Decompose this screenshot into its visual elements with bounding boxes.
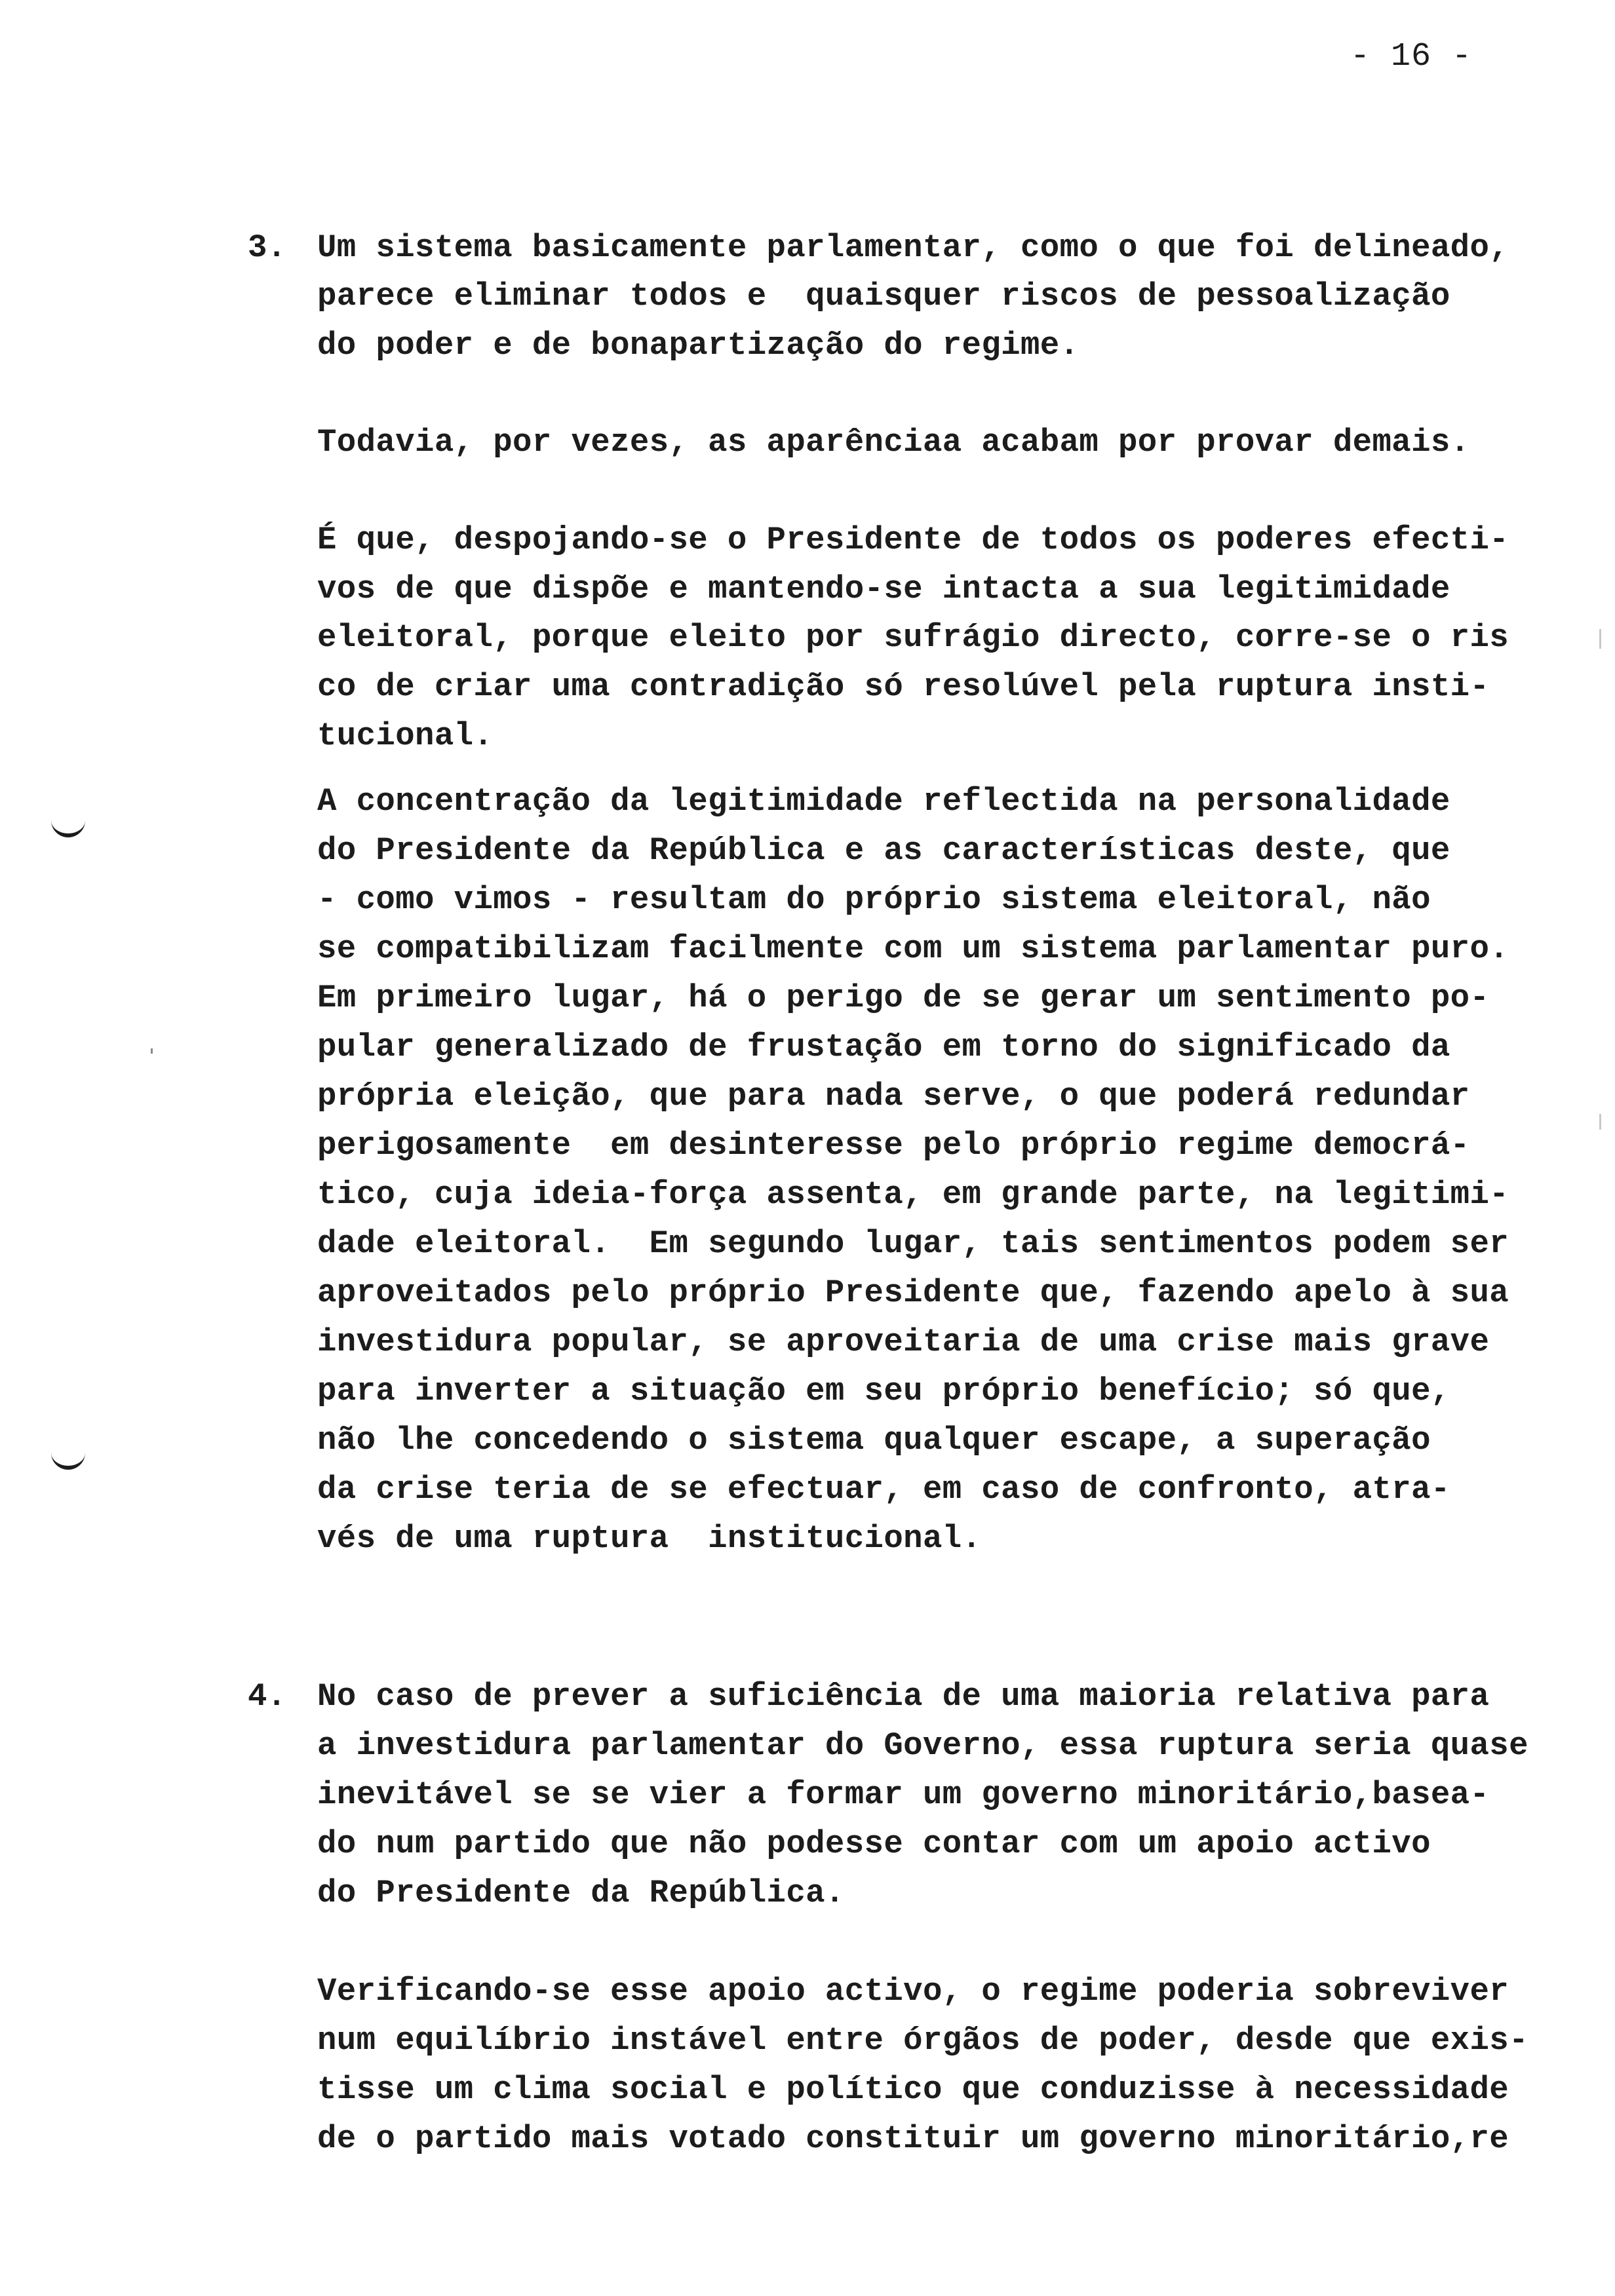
text-line: do num partido que não podesse contar com um apoio activo — [317, 1826, 1431, 1862]
text-line: própria eleição, que para nada serve, o que poderá redundar — [317, 1078, 1470, 1115]
text-line: - como vimos - resultam do próprio sistema eleitoral, não — [317, 881, 1431, 918]
text-line: Todavia, por vezes, as aparênciaa acabam por provar demais. — [317, 424, 1470, 461]
text-line: do poder e de bonapartização do regime. — [317, 327, 1080, 364]
text-line: inevitável se se vier a formar um governo minoritário,basea- — [317, 1776, 1490, 1813]
text-line: co de criar uma contradição só resolúvel pela ruptura insti- — [317, 668, 1490, 705]
text-line: tucional. — [317, 718, 494, 754]
text-line: tisse um clima social e político que conduzisse à necessidade — [317, 2071, 1509, 2108]
text-line: perigosamente em desinteresse pelo próprio regime democrá- — [317, 1127, 1470, 1164]
text-line: vos de que dispõe e mantendo-se intacta a sua legitimidade — [317, 571, 1450, 607]
text-line: Em primeiro lugar, há o perigo de se gerar um sentimento po- — [317, 980, 1490, 1016]
text-line: de o partido mais votado constituir um governo minoritário,re — [317, 2120, 1509, 2157]
text-line: aproveitados pelo próprio Presidente que, fazendo apelo à sua — [317, 1274, 1509, 1311]
text-line: Um sistema basicamente parlamentar, como o que foi delineado, — [317, 229, 1509, 266]
text-line: do Presidente da República. — [317, 1875, 845, 1911]
text-line: da crise teria de se efectuar, em caso de confronto, atra- — [317, 1471, 1450, 1508]
scan-speck — [1599, 629, 1601, 649]
text-line: No caso de prever a suficiência de uma maioria relativa para — [317, 1678, 1490, 1715]
scan-speck — [1599, 1114, 1601, 1130]
text-line: dade eleitoral. Em segundo lugar, tais sentimentos podem ser — [317, 1225, 1509, 1262]
scan-speck — [151, 1048, 153, 1054]
margin-mark — [51, 819, 85, 837]
text-line: se compatibilizam facilmente com um sistema parlamentar puro. — [317, 930, 1509, 967]
text-line: parece eliminar todos e quaisquer riscos de pessoalização — [317, 278, 1450, 315]
section-4-number: 4. — [248, 1678, 286, 1715]
text-line: eleitoral, porque eleito por sufrágio directo, corre-se o ris — [317, 619, 1509, 656]
margin-mark — [51, 1451, 85, 1470]
text-line: para inverter a situação em seu próprio benefício; só que, — [317, 1373, 1450, 1409]
page-number: - 16 - — [1350, 38, 1473, 75]
section-3-number: 3. — [248, 229, 286, 266]
text-line: A concentração da legitimidade reflectida na personalidade — [317, 783, 1450, 820]
text-line: num equilíbrio instável entre órgãos de poder, desde que exis- — [317, 2022, 1528, 2059]
text-line: a investidura parlamentar do Governo, essa ruptura seria quase — [317, 1727, 1528, 1764]
text-line: investidura popular, se aproveitaria de uma crise mais grave — [317, 1324, 1490, 1360]
text-line: Verificando-se esse apoio activo, o regime poderia sobreviver — [317, 1973, 1509, 2010]
text-line: pular generalizado de frustação em torno do significado da — [317, 1029, 1450, 1065]
text-line: tico, cuja ideia-força assenta, em grande parte, na legitimi- — [317, 1176, 1509, 1213]
text-line: É que, despojando-se o Presidente de todos os poderes efecti- — [317, 522, 1509, 558]
text-line: não lhe concedendo o sistema qualquer escape, a superação — [317, 1422, 1431, 1459]
text-line: vés de uma ruptura institucional. — [317, 1520, 982, 1557]
text-line: do Presidente da República e as características deste, que — [317, 832, 1450, 869]
